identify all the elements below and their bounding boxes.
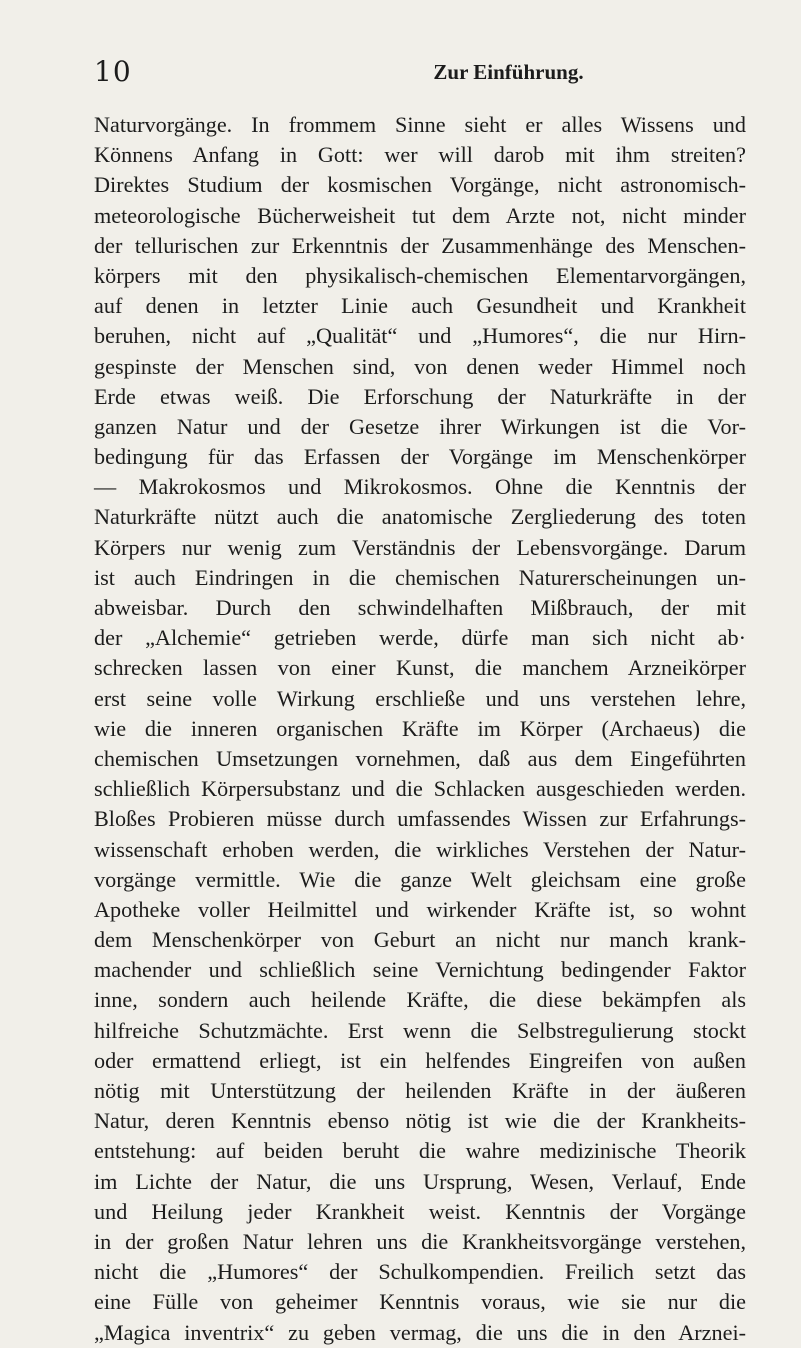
text-line: chemischen Umsetzungen vornehmen, daß aus dem Eingeführten <box>94 745 746 771</box>
text-line: auf denen in letzter Linie auch Gesundheit und Krankheit <box>94 293 746 319</box>
text-line: — Makrokosmos und Mikrokosmos. Ohne die Kenntnis der <box>94 474 746 500</box>
text-line: und Heilung jeder Krankheit weist. Kenntnis der Vorgänge <box>94 1198 746 1224</box>
text-line: wissenschaft erhoben werden, die wirkliches Verstehen der Natur- <box>94 836 746 862</box>
text-line: Bloßes Probieren müsse durch umfassendes Wissen zur Erfahrungs- <box>94 806 746 832</box>
page-header <box>94 52 753 92</box>
text-line: Direktes Studium der kosmischen Vorgänge, nicht astronomisch- <box>94 172 746 198</box>
text-line: oder ermattend erliegt, ist ein helfendes Eingreifen von außen <box>94 1047 746 1073</box>
text-line: schließlich Körpersubstanz und die Schlacken ausgeschieden werden. <box>94 776 746 802</box>
text-line: schrecken lassen von einer Kunst, die manchem Arzneikörper <box>94 655 746 681</box>
text-line: ganzen Natur und der Gesetze ihrer Wirkungen ist die Vor- <box>94 413 746 439</box>
text-line: im Lichte der Natur, die uns Ursprung, Wesen, Verlauf, Ende <box>94 1168 746 1194</box>
text-line: abweisbar. Durch den schwindelhaften Mißbrauch, der mit <box>94 595 746 620</box>
body-text <box>94 110 746 1348</box>
text-line: Könnens Anfang in Gott: wer will darob mit ihm streiten? <box>94 142 746 168</box>
text-line: der tellurischen zur Erkenntnis der Zusammenhänge des Menschen- <box>94 232 746 258</box>
text-line: dem Menschenkörper von Geburt an nicht nur manch krank- <box>94 927 746 953</box>
text-line: meteorologische Bücherweisheit tut dem Arzte not, nicht minder <box>94 202 746 228</box>
text-line: nötig mit Unterstützung der heilenden Kräfte in der äußeren <box>94 1078 746 1103</box>
text-line: Apotheke voller Heilmittel und wirkender Kräfte ist, so wohnt <box>94 896 746 922</box>
text-line: erst seine volle Wirkung erschließe und uns verstehen lehre, <box>94 685 746 711</box>
text-line: Körpers nur wenig zum Verständnis der Lebensvorgänge. Darum <box>94 534 746 560</box>
text-line: machender und schließlich seine Vernichtung bedingender Faktor <box>94 957 746 983</box>
text-line: Erde etwas weiß. Die Erforschung der Naturkräfte in der <box>94 383 746 409</box>
text-line: „Magica inventrix“ zu geben vermag, die uns die in den Arznei- <box>94 1319 746 1345</box>
text-line: Naturvorgänge. In frommem Sinne sieht er alles Wissens und <box>94 112 746 137</box>
text-line: körpers mit den physikalisch-chemischen Elementarvorgängen, <box>94 262 746 288</box>
text-line: vorgänge vermittle. Wie die ganze Welt gleichsam eine große <box>94 866 746 892</box>
text-line: hilfreiche Schutzmächte. Erst wenn die Selbstregulierung stockt <box>94 1017 746 1043</box>
text-line: eine Fülle von geheimer Kenntnis voraus, wie sie nur die <box>94 1289 746 1315</box>
text-line: wie die inneren organischen Kräfte im Körper (Archaeus) die <box>94 715 746 741</box>
text-line: entstehung: auf beiden beruht die wahre medizinische Theorik <box>94 1138 746 1164</box>
page-number: 10 <box>94 55 132 88</box>
text-line: der „Alchemie“ getrieben werde, dürfe man sich nicht ab· <box>94 625 746 651</box>
text-line: gespinste der Menschen sind, von denen weder Himmel noch <box>94 353 746 379</box>
text-line: Natur, deren Kenntnis ebenso nötig ist wie die der Krankheits- <box>94 1108 746 1134</box>
text-line: ist auch Eindringen in die chemischen Naturerscheinungen un- <box>94 564 746 590</box>
text-line: beruhen, nicht auf „Qualität“ und „Humores“, die nur Hirn- <box>94 323 746 349</box>
running-head: Zur Einführung. <box>433 60 584 84</box>
text-line: Naturkräfte nützt auch die anatomische Zergliederung des toten <box>94 504 746 530</box>
text-line: bedingung für das Erfassen der Vorgänge im Menschenkörper <box>94 444 746 470</box>
text-line: inne, sondern auch heilende Kräfte, die diese bekämpfen als <box>94 987 746 1013</box>
text-line: in der großen Natur lehren uns die Krankheitsvorgänge verstehen, <box>94 1228 746 1254</box>
text-line: nicht die „Humores“ der Schulkompendien. Freilich setzt das <box>94 1259 746 1285</box>
